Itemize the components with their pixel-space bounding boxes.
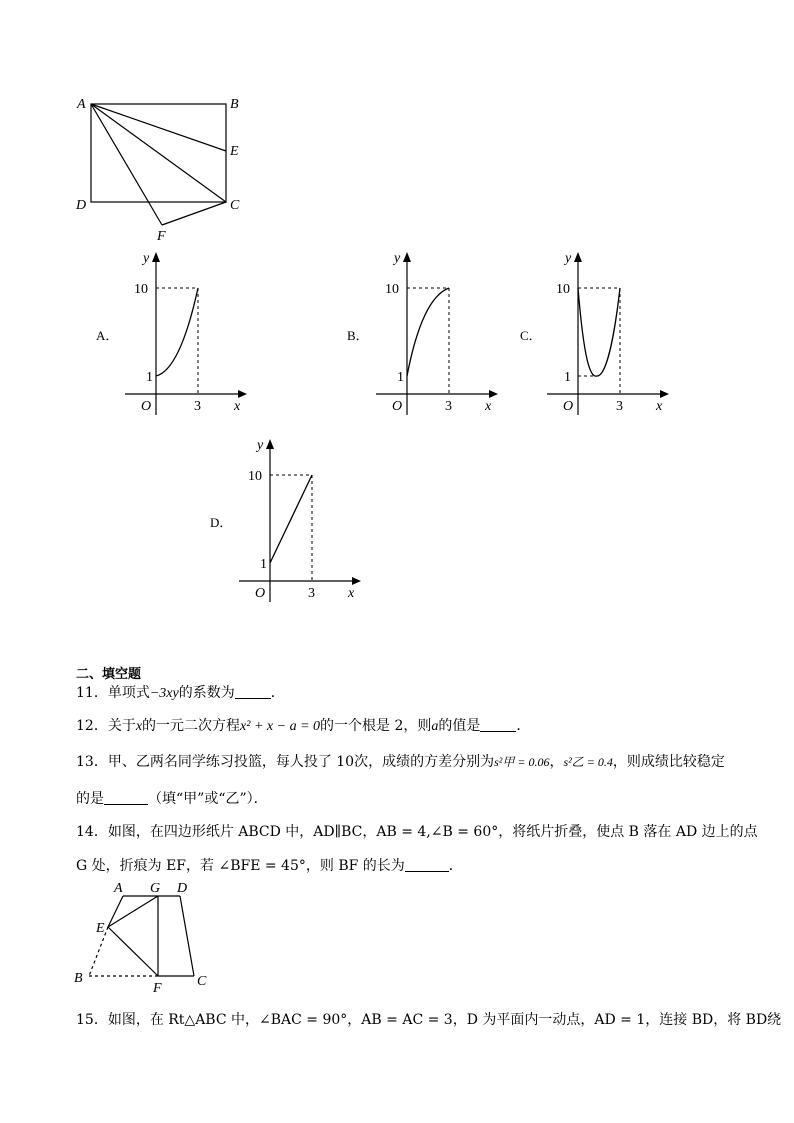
question-14-line1: 14．如图，在四边形纸片 ABCD 中，AD∥BC，AB = 4,∠B = 60°，将纸片折叠，使点 B 落在 AD 边上的点 bbox=[76, 824, 758, 840]
answer-blank[interactable] bbox=[235, 684, 271, 699]
option-a-x: x bbox=[234, 399, 241, 414]
rectangle-figure bbox=[91, 104, 226, 225]
option-c-label: C． bbox=[520, 328, 542, 343]
trap-label-D: D bbox=[177, 881, 188, 896]
option-b-3: 3 bbox=[445, 399, 452, 414]
question-12: 12．关于x的一元二次方程x² + x − a = 0的一个根是 2，则a的值是 ． bbox=[76, 718, 531, 734]
trap-label-E: E bbox=[96, 921, 105, 936]
option-d-10: 10 bbox=[248, 469, 262, 484]
option-c-1: 1 bbox=[564, 370, 571, 385]
option-a-graph bbox=[96, 251, 247, 415]
label-D: D bbox=[76, 198, 87, 213]
option-d-o: O bbox=[255, 586, 266, 601]
option-b-y: y bbox=[394, 251, 401, 266]
trap-label-G: G bbox=[150, 881, 161, 896]
option-c-10: 10 bbox=[556, 282, 570, 297]
option-a-10: 10 bbox=[134, 282, 148, 297]
option-a-1: 1 bbox=[146, 370, 153, 385]
option-b-curve bbox=[407, 288, 449, 376]
answer-blank[interactable] bbox=[480, 717, 516, 732]
label-E: E bbox=[230, 144, 239, 159]
section-title: 二、填空题 bbox=[76, 667, 142, 682]
trap-label-B: B bbox=[74, 971, 83, 986]
option-c-x: x bbox=[656, 399, 663, 414]
option-c-y: y bbox=[565, 251, 572, 266]
option-b-label: B． bbox=[347, 328, 369, 343]
option-b-o: O bbox=[392, 399, 403, 414]
option-c-3: 3 bbox=[616, 399, 623, 414]
answer-blank[interactable] bbox=[104, 790, 148, 805]
option-b-1: 1 bbox=[397, 370, 404, 385]
option-d-label: D． bbox=[210, 515, 233, 530]
option-a-3: 3 bbox=[194, 399, 201, 414]
option-a-curve bbox=[156, 288, 198, 376]
option-c-graph bbox=[520, 251, 669, 415]
question-14-line2: G 处，折痕为 EF，若 ∠BFE = 45°，则 BF 的长为 ． bbox=[76, 858, 463, 874]
option-d-3: 3 bbox=[308, 586, 315, 601]
option-d-line bbox=[270, 475, 312, 563]
trap-label-C: C bbox=[197, 974, 207, 989]
option-b-x: x bbox=[485, 399, 492, 414]
trap-label-A: A bbox=[114, 881, 123, 896]
question-13-line2: 的是 （填“甲”或“乙”）． bbox=[76, 791, 268, 807]
option-d-graph bbox=[210, 438, 361, 602]
label-A: A bbox=[77, 97, 86, 112]
option-b-graph bbox=[347, 251, 498, 415]
trapezoid-figure bbox=[89, 896, 194, 976]
option-a-y: y bbox=[143, 251, 150, 266]
option-d-y: y bbox=[257, 438, 264, 453]
option-d-1: 1 bbox=[260, 557, 267, 572]
option-c-o: O bbox=[563, 399, 574, 414]
option-d-x: x bbox=[348, 586, 355, 601]
question-15: 15．如图，在 Rt△ABC 中，∠BAC = 90°，AB = AC = 3，D 为平面内一动点，AD = 1，连接 BD，将 BD绕 bbox=[76, 1012, 782, 1028]
trap-label-F: F bbox=[153, 981, 162, 996]
answer-blank[interactable] bbox=[405, 857, 449, 872]
option-a-o: O bbox=[141, 399, 152, 414]
question-11: 11．单项式−3xy的系数为 ． bbox=[76, 685, 285, 701]
label-C: C bbox=[230, 198, 240, 213]
option-b-10: 10 bbox=[385, 282, 399, 297]
option-c-curve bbox=[578, 288, 620, 376]
option-a-label: A． bbox=[96, 328, 119, 343]
label-B: B bbox=[230, 97, 239, 112]
label-F: F bbox=[157, 229, 166, 244]
question-13-line1: 13．甲、乙两名同学练习投篮，每人投了 10次，成绩的方差分别为s²甲 = 0.06，s²乙 = 0.4，则成绩比较稳定 bbox=[76, 754, 725, 770]
